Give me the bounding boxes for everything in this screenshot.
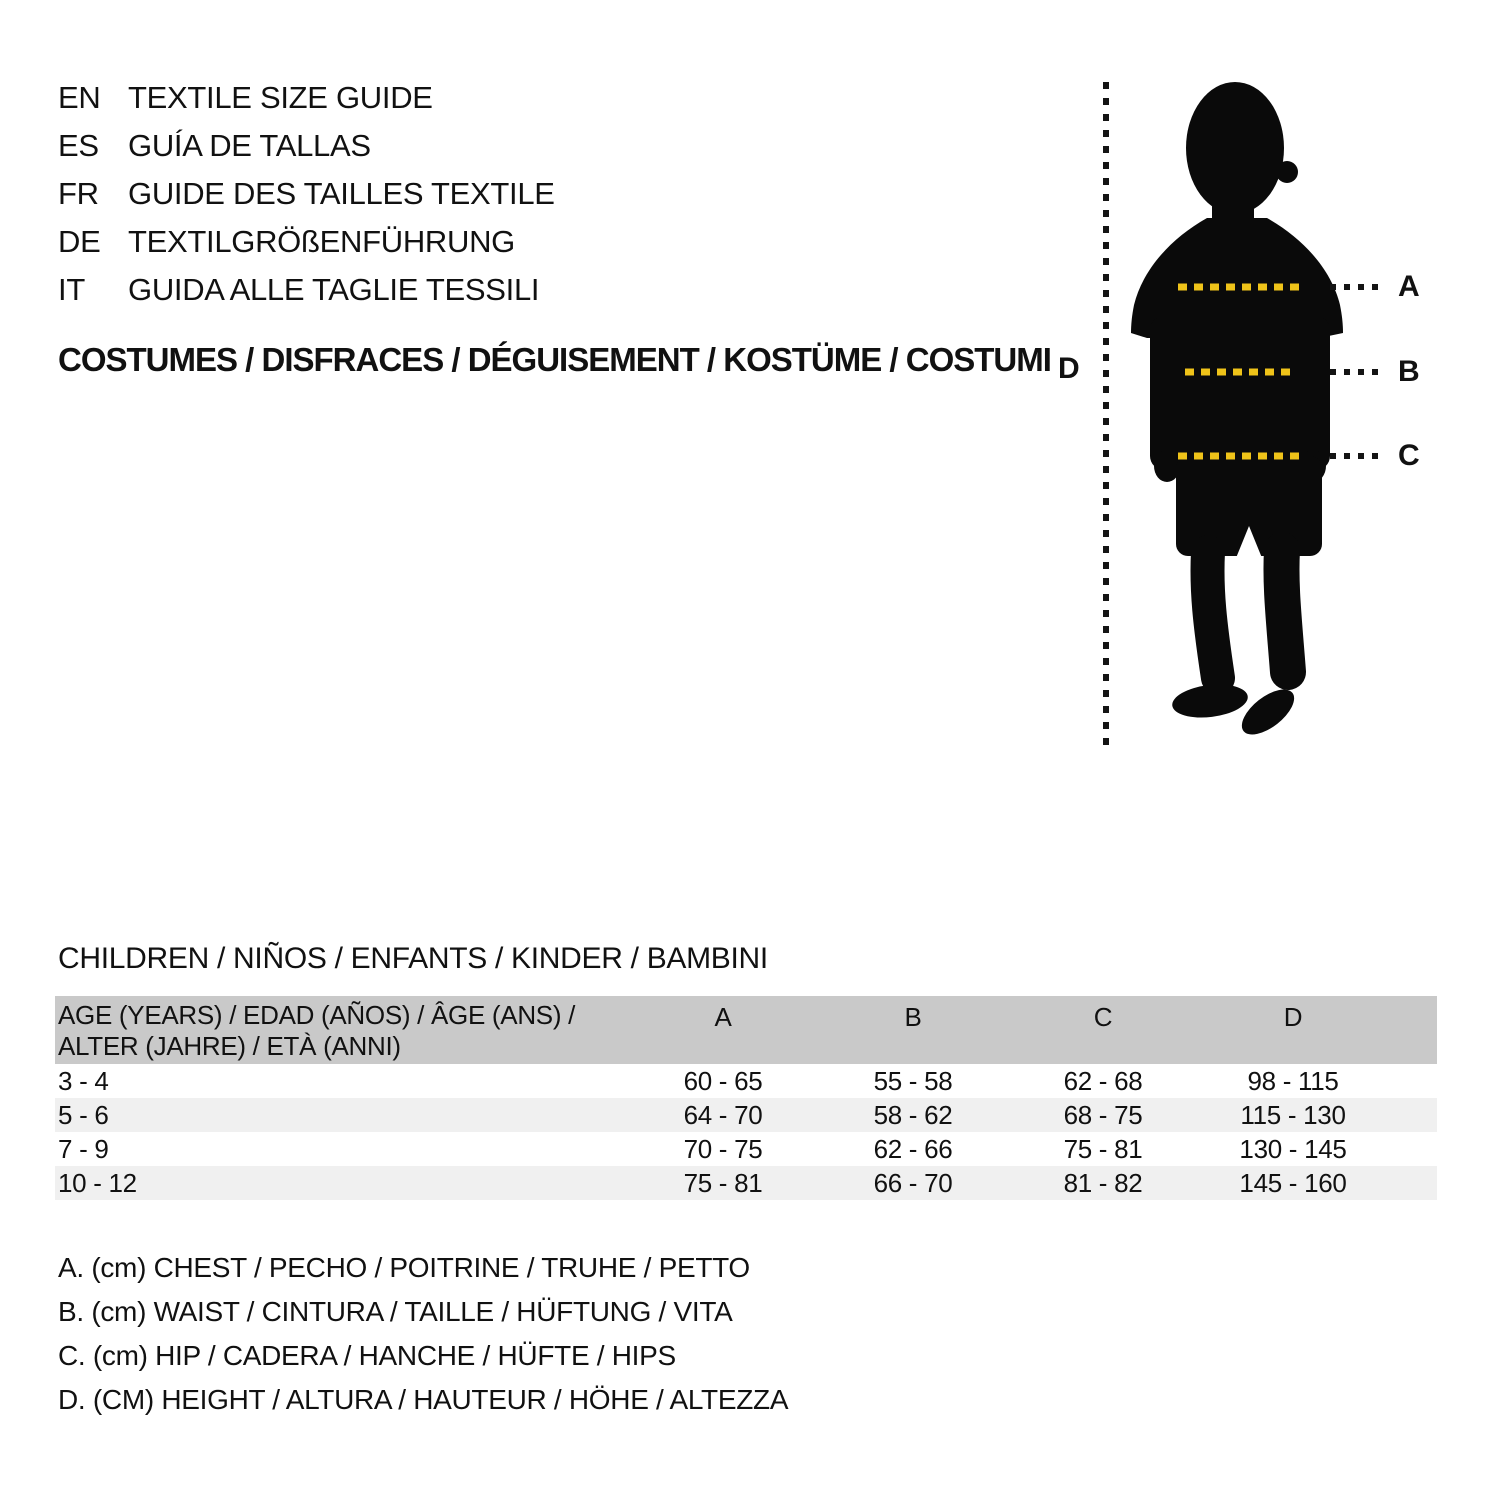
child-silhouette — [1131, 82, 1343, 743]
waist-cell: 55 - 58 — [873, 1065, 953, 1096]
height-cell: 115 - 130 — [1240, 1099, 1346, 1130]
measurement-legend — [58, 1246, 788, 1422]
column-header-c: C — [1093, 1002, 1113, 1032]
age-cell: 10 - 12 — [58, 1167, 137, 1198]
chest-cell: 60 - 65 — [683, 1065, 763, 1096]
language-code: IT — [58, 272, 85, 307]
measure-label-c: C — [1398, 439, 1420, 472]
title-text: TEXTILE SIZE GUIDE — [128, 80, 433, 115]
chest-cell: 70 - 75 — [683, 1133, 763, 1164]
legend-item-height: D. (CM) HEIGHT / ALTURA / HAUTEUR / HÖHE / ALTEZZA — [58, 1384, 789, 1415]
title-text: TEXTILGRÖßENFÜHRUNG — [128, 224, 515, 259]
title-row-en — [58, 74, 555, 122]
hip-cell: 68 - 75 — [1063, 1099, 1143, 1130]
waist-cell: 62 - 66 — [873, 1133, 953, 1164]
measurement-figure — [1060, 60, 1500, 760]
right-leg — [1281, 550, 1288, 672]
chest-cell: 75 - 81 — [683, 1167, 763, 1198]
right-shoe — [1234, 681, 1301, 743]
category-title: COSTUMES / DISFRACES / DÉGUISEMENT / KOSTÜME / COSTUMI — [58, 341, 1051, 378]
age-header-line2: ALTER (JAHRE) / ETÀ (ANNI) — [58, 1031, 401, 1061]
measure-label-d: D — [1058, 352, 1080, 385]
table-row — [55, 1098, 1437, 1132]
age-cell: 3 - 4 — [58, 1065, 109, 1096]
language-title-list — [58, 74, 555, 314]
measure-label-a: A — [1398, 270, 1420, 303]
age-header-line1: AGE (YEARS) / EDAD (AÑOS) / ÂGE (ANS) / — [58, 1000, 576, 1030]
table-row — [55, 1166, 1437, 1200]
hair-tuft — [1276, 161, 1298, 183]
title-row-de — [58, 218, 555, 266]
table-row — [55, 1064, 1437, 1098]
size-table — [55, 996, 1437, 1200]
waist-cell: 58 - 62 — [873, 1099, 953, 1130]
height-cell: 130 - 145 — [1239, 1133, 1347, 1164]
hip-cell: 81 - 82 — [1063, 1167, 1143, 1198]
table-row — [55, 1132, 1437, 1166]
torso — [1150, 316, 1330, 470]
hip-cell: 62 - 68 — [1063, 1065, 1143, 1096]
legend-item-chest: A. (cm) CHEST / PECHO / POITRINE / TRUHE / PETTO — [58, 1252, 750, 1283]
title-text: GUÍA DE TALLAS — [128, 128, 371, 163]
title-text: GUIDA ALLE TAGLIE TESSILI — [128, 272, 540, 307]
language-code: DE — [58, 224, 101, 259]
left-shoe — [1170, 680, 1249, 721]
waist-cell: 66 - 70 — [873, 1167, 953, 1198]
legend-item-hip: C. (cm) HIP / CADERA / HANCHE / HÜFTE / HIPS — [58, 1340, 676, 1371]
title-row-es — [58, 122, 555, 170]
age-cell: 5 - 6 — [58, 1099, 109, 1130]
table-header-row — [55, 996, 1437, 1064]
hip-cell: 75 - 81 — [1063, 1133, 1143, 1164]
title-row-it — [58, 266, 555, 314]
age-cell: 7 - 9 — [58, 1133, 109, 1164]
column-header-d: D — [1283, 1002, 1303, 1032]
language-code: FR — [58, 176, 99, 211]
language-code: ES — [58, 128, 99, 163]
language-code: EN — [58, 80, 101, 115]
table-section-title: CHILDREN / NIÑOS / ENFANTS / KINDER / BAMBINI — [58, 942, 768, 975]
height-cell: 145 - 160 — [1239, 1167, 1347, 1198]
title-text: GUIDE DES TAILLES TEXTILE — [128, 176, 555, 211]
measure-label-b: B — [1398, 355, 1420, 388]
title-row-fr — [58, 170, 555, 218]
column-header-b: B — [904, 1002, 922, 1032]
child-silhouette-diagram — [1060, 60, 1500, 760]
column-header-a: A — [714, 1002, 732, 1032]
legend-item-waist: B. (cm) WAIST / CINTURA / TAILLE / HÜFTUNG / VITA — [58, 1296, 733, 1327]
left-leg — [1207, 552, 1218, 678]
height-cell: 98 - 115 — [1247, 1065, 1339, 1096]
age-column-header — [55, 996, 628, 1064]
chest-cell: 64 - 70 — [683, 1099, 763, 1130]
